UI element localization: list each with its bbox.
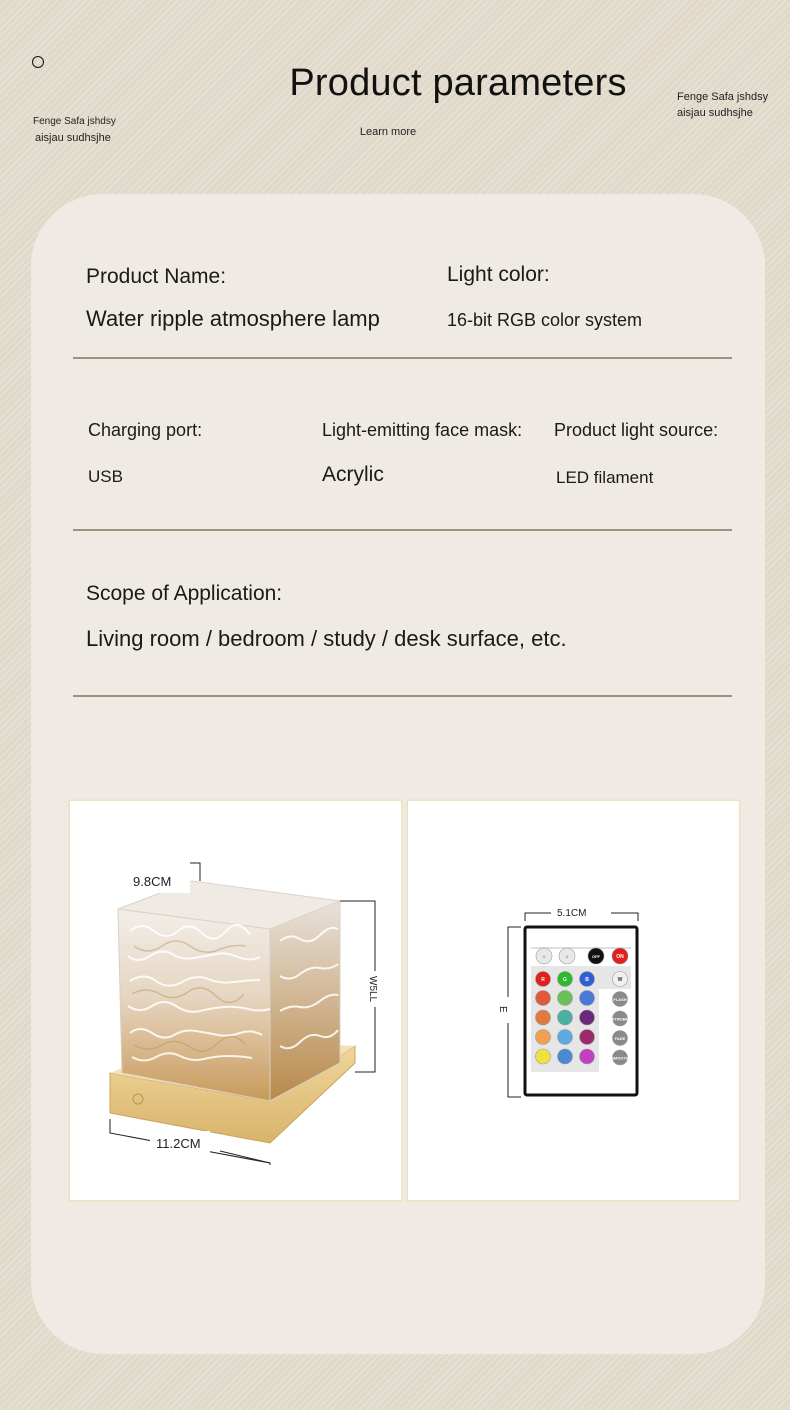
lamp-height-label: W5LL: [367, 976, 378, 1003]
left-note-line-1: Fenge Safa jshdsy: [33, 116, 116, 127]
lamp-illustration: [70, 801, 401, 1200]
remote-color-button: [580, 1010, 595, 1025]
product-name-label: Product Name:: [86, 265, 227, 288]
right-note-line-2: aisjau sudhsjhe: [677, 107, 753, 119]
face-mask-label: Light-emitting face mask:: [322, 420, 523, 440]
remote-image: [407, 800, 740, 1201]
divider: [73, 357, 732, 359]
charging-port-value: USB: [88, 467, 123, 486]
remote-color-button: [536, 1030, 551, 1045]
circle-icon: [32, 56, 44, 68]
remote-color-button: [558, 991, 573, 1006]
light-color-value: 16-bit RGB color system: [447, 310, 643, 330]
brightness-down-icon-label: ☼: [564, 954, 570, 960]
remote-height-label: E: [497, 1006, 508, 1013]
remote-mode-button-fade-label: FADE: [614, 1036, 626, 1041]
remote-color-button: [536, 1010, 551, 1025]
remote-color-button: [580, 1049, 595, 1064]
face-mask-value: Acrylic: [322, 463, 384, 486]
remote-mode-button-smooth-label: SMOOTH: [611, 1055, 629, 1061]
lamp-width-label: 9.8CM: [133, 874, 172, 889]
remote-color-button: [558, 1049, 573, 1064]
remote-button-g-label: G: [563, 977, 567, 983]
remote-color-button: [580, 991, 595, 1006]
lamp-depth-label: 11.2CM: [156, 1136, 201, 1151]
remote-on-button-label: ON: [616, 954, 624, 960]
remote-illustration: [408, 801, 739, 1200]
remote-color-button: [536, 991, 551, 1006]
right-note-line-1: Fenge Safa jshdsy: [677, 91, 769, 103]
left-note: [33, 114, 116, 146]
charging-port-label: Charging port:: [88, 420, 203, 440]
divider: [73, 529, 732, 531]
light-source-label: Product light source:: [554, 420, 719, 440]
light-source-value: LED filament: [556, 468, 654, 487]
left-note-line-2: aisjau sudhsjhe: [35, 132, 111, 144]
product-name-value: Water ripple atmosphere lamp: [86, 306, 380, 331]
lamp-image: [69, 800, 402, 1201]
scope-value: Living room / bedroom / study / desk surface, etc.: [86, 626, 567, 651]
remote-off-button-label: OFF: [592, 954, 600, 959]
remote-color-button: [558, 1030, 573, 1045]
page-title: Product parameters: [289, 62, 627, 104]
remote-button-b-label: B: [585, 977, 589, 983]
remote-button-w-label: W: [617, 977, 623, 983]
remote-color-button: [580, 1030, 595, 1045]
learn-more-link[interactable]: Learn more: [359, 126, 417, 138]
remote-width-label: 5.1CM: [557, 908, 587, 919]
scope-label: Scope of Application:: [86, 582, 283, 605]
remote-color-button: [558, 1010, 573, 1025]
divider: [73, 695, 732, 697]
remote-mode-button-flash-label: FLASH: [613, 997, 627, 1002]
remote-color-button: [536, 1049, 551, 1064]
right-note: [677, 89, 768, 121]
remote-button-r-label: R: [541, 977, 545, 983]
brightness-up-icon-label: ☼: [541, 954, 547, 960]
remote-mode-button-strobe-label: STROBE: [611, 1016, 629, 1022]
light-color-label: Light color:: [447, 263, 550, 286]
